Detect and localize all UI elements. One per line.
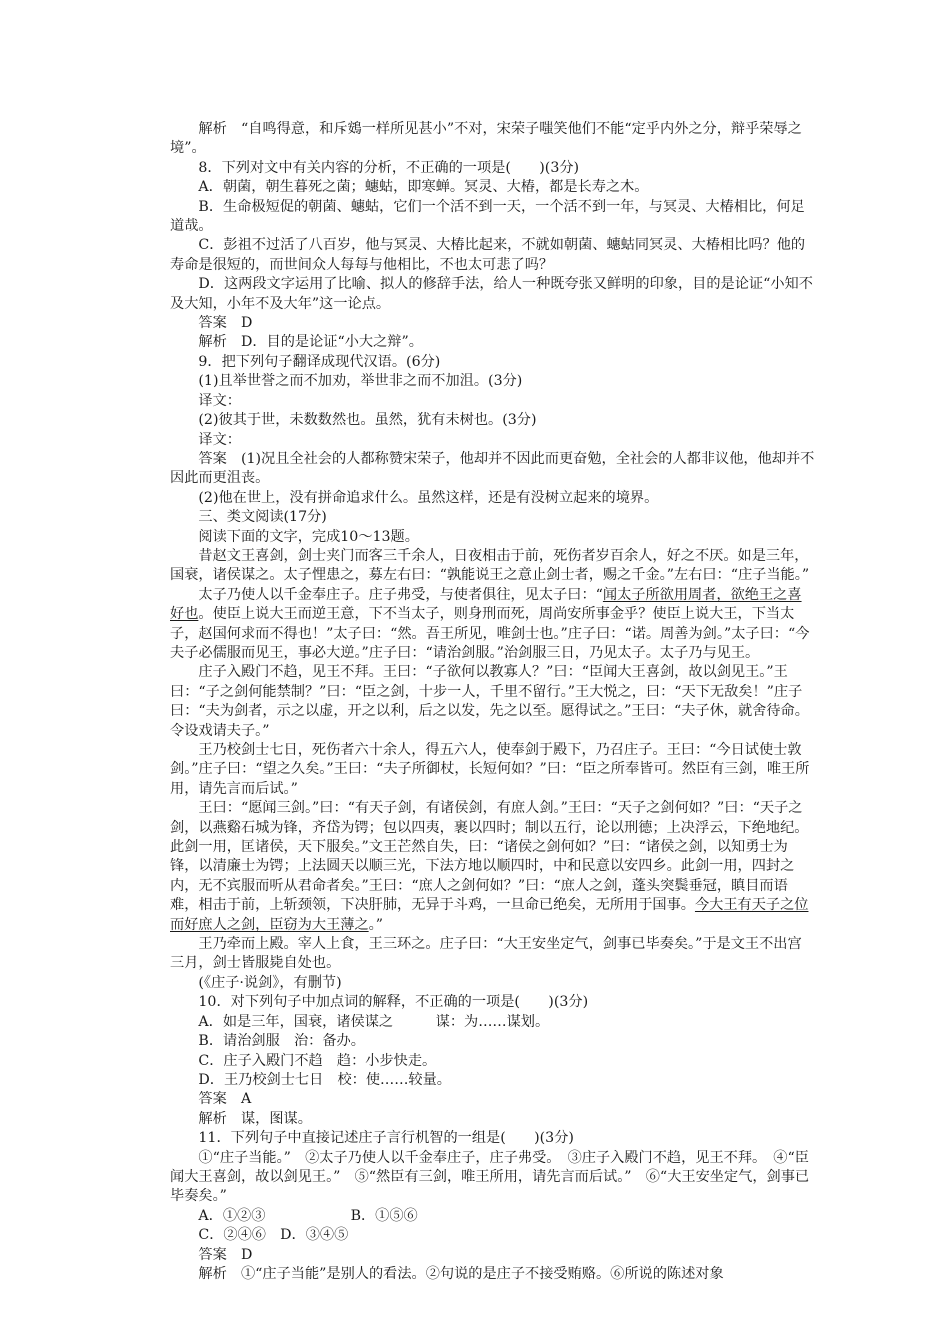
passage-text: 。” <box>368 916 383 933</box>
q7-explanation: 解析 “自鸣得意，和斥鴳一样所见甚小”不对，宋荣子嗤笑他们不能“定乎内外之分，辩乎荣辱之境”。 <box>170 121 802 157</box>
passage-source: (《庄子·说剑》，有删节) <box>198 974 342 991</box>
q11-choices-ab <box>170 1207 815 1226</box>
q11-options: ①“庄子当能。” ②太子乃使人以千金奉庄子，庄子弗受。 ③庄子入殿门不趋，见王不拜。 ④“臣闻大王喜剑，故以剑见王。” ⑤“然臣有三剑，唯王所用，请先言而后试。” ⑥“大王安坐定气，剑事已毕奏矣。” <box>170 1149 810 1205</box>
passage-paragraph-1: 昔赵文王喜剑，剑士夹门而客三千余人，日夜相击于前，死伤者岁百余人，好之不厌。如是三年，国衰，诸侯谋之。太子悝患之，募左右曰：“孰能说王之意止剑士者，赐之千金。”左右曰：“庄子当能。” <box>170 547 810 584</box>
q10-option-b: B．请治剑服 治：备办。 <box>198 1033 365 1050</box>
passage-paragraph-4: 王乃校剑士七日，死伤者六十余人，得五六人，使奉剑于殿下，乃召庄子。王曰：“今日试使士敦剑。”庄子曰：“望之久矣。”王曰：“夫子所御杖，长短何如？”曰：“臣之所奉皆可。然臣有三剑，唯王所用，请先言而后试。” <box>170 742 810 797</box>
q8-explanation: 解析 D．目的是论证“小大之辩”。 <box>198 334 423 351</box>
q8-stem: 8．下列对文中有关内容的分析，不正确的一项是( )(3分) <box>198 159 580 176</box>
q11-explanation: 解析 ①“庄子当能”是别人的看法。②句说的是庄子不接受贿赂。⑥所说的陈述对象 <box>198 1265 724 1282</box>
q8-option-c: C．彭祖不过活了八百岁，他与冥灵、大椿比起来，不就如朝菌、蟪蛄同冥灵、大椿相比吗？他的寿命是很短的，而世间众人每每与他相比，不也太可悲了吗？ <box>170 237 806 273</box>
q10-answer: 答案 A <box>198 1091 252 1108</box>
q9-translation-label-1: 译文： <box>198 392 241 409</box>
passage-paragraph-3: 庄子入殿门不趋，见王不拜。王曰：“子欲何以教寡人？”曰：“臣闻大王喜剑，故以剑见王。”王曰：“子之剑何能禁制？”曰：“臣之剑，十步一人，千里不留行。”王大悦之，曰：“天下无敌矣！”庄子曰：“夫为剑者，示之以虚，开之以利，后之以发，先之以至。愿得试之。”王曰：“夫子休，就舍待命。令设戏请夫子。” <box>170 664 809 739</box>
q11-choices-cd: C．②④⑥ D．③④⑤ <box>198 1227 349 1244</box>
q8-answer: 答案 D <box>198 315 253 332</box>
q8-option-d: D．这两段文字运用了比喻、拟人的修辞手法，给人一种既夸张又鲜明的印象，目的是论证“小知不及大知，小年不及大年”这一论点。 <box>170 276 813 312</box>
q8-option-a: A．朝菌，朝生暮死之菌；蟪蛄，即寒蝉。冥灵、大椿，都是长寿之木。 <box>198 179 649 196</box>
q9-answer-1: 答案 (1)况且全社会的人都称赞宋荣子，他却并不因此而更奋勉，全社会的人都非议他，他却并不因此而更沮丧。 <box>170 450 815 487</box>
q9-sentence-1: (1)且举世誉之而不加劝，举世非之而不加沮。(3分) <box>198 373 523 390</box>
reading-instruction: 阅读下面的文字，完成10～13题。 <box>198 528 419 545</box>
passage-paragraph-6: 王乃牵而上殿。宰人上食，王三环之。庄子曰：“大王安坐定气，剑事已毕奏矣。”于是文王不出宫三月，剑士皆服毙自处也。 <box>170 936 802 972</box>
q9-translation-label-2: 译文： <box>198 431 241 448</box>
q8-option-b: B．生命极短促的朝菌、蟪蛄，它们一个活不到一天，一个活不到一年，与冥灵、大椿相比，何足道哉。 <box>170 198 805 235</box>
q11-choice-a: A．①②③ <box>198 1207 266 1224</box>
q9-stem: 9．把下列句子翻译成现代汉语。(6分) <box>198 353 441 370</box>
q11-stem: 11．下列句子中直接记述庄子言行机智的一组是( )(3分) <box>198 1130 574 1147</box>
q10-explanation: 解析 谋，图谋。 <box>198 1110 312 1127</box>
passage-paragraph-2 <box>170 586 815 664</box>
q11-answer: 答案 D <box>198 1246 253 1263</box>
q9-answer-2: (2)他在世上，没有拼命追求什么。虽然这样，还是有没树立起来的境界。 <box>198 489 659 506</box>
passage-paragraph-5 <box>170 799 815 935</box>
q10-option-c: C．庄子入殿门不趋 趋：小步快走。 <box>198 1052 437 1069</box>
underlined-sentence-2: 今大王有天子之位而好庶人之剑，臣窃为大王薄之 <box>170 897 809 933</box>
q11-choice-b: B．①⑤⑥ <box>350 1207 418 1224</box>
passage-text: 太子乃使人以千金奉庄子。庄子弗受，与使者俱往，见太子曰：“ <box>198 586 603 603</box>
q9-sentence-2: (2)彼其于世，未数数然也。虽然，犹有未树也。(3分) <box>198 412 537 429</box>
document-page <box>170 120 815 1284</box>
underlined-sentence-1: 闻太子所欲用周者，欲绝王之喜好也 <box>170 586 802 623</box>
q10-option-a: A．如是三年，国衰，诸侯谋之 谋：为……谋划。 <box>198 1013 550 1030</box>
passage-text: 王曰：“愿闻三剑。”曰：“有天子剑，有诸侯剑，有庶人剑。”王曰：“天子之剑何如？”曰：“天子之剑，以燕谿石城为锋，齐岱为锷；包以四夷，裹以四时；制以五行，论以刑德；上决浮云，下绝地纪。此剑一用，匡诸侯，天下服矣。”文王芒然自失，曰：“诸侯之剑何如？”曰：“诸侯之剑，以知勇士为锋，以清廉士为锷；上法圆天以顺三光，下法方地以顺四时，中和民意以安四乡。此剑一用，四封之内，无不宾服而听从君命者矣。”王曰：“庶人之剑何如？”曰：“庶人之剑，蓬头突鬓垂冠，瞋目而语难，相击于前，上斩颈领，下决肝肺，无异于斗鸡，一旦命已绝矣，无所用于国事。 <box>170 800 809 914</box>
passage-text: 。使臣上说大王而逆王意，下不当太子，则身刑而死，周尚安所事金乎？使臣上说大王，下当太子，赵国何求而不得也！”太子曰：“然。吾王所见，唯剑士也。”庄子曰：“诺。周善为剑。”太子曰：“今夫子必儒服而见王，事必大逆。”庄子曰：“请治剑服。”治剑服三日，乃见太子。太子乃与见王。 <box>170 606 810 661</box>
section-heading: 三、类文阅读(17分) <box>198 509 327 526</box>
q10-stem: 10．对下列句子中加点词的解释，不正确的一项是( )(3分) <box>198 994 589 1011</box>
q10-option-d: D．王乃校剑士七日 校：使……较量。 <box>198 1071 451 1088</box>
